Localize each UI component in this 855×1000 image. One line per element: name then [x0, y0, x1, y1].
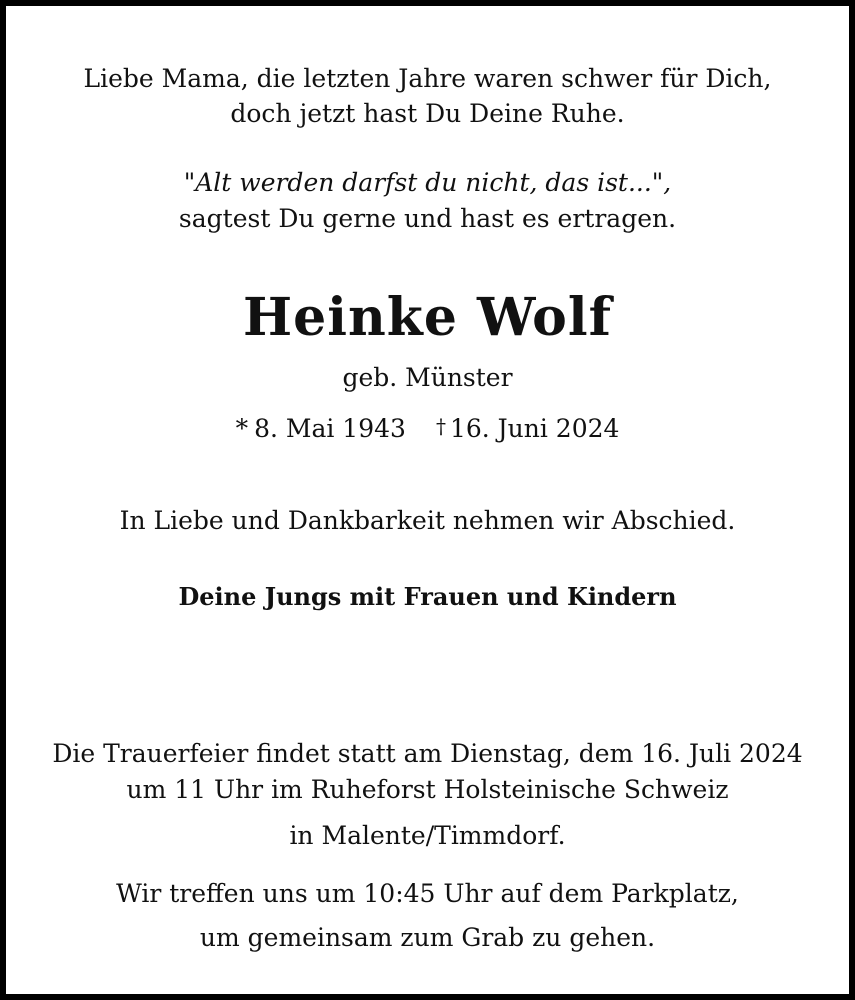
intro-line-2: doch jetzt hast Du Deine Ruhe.: [230, 99, 625, 128]
intro-line-1: Liebe Mama, die letzten Jahre waren schwer für Dich,: [83, 64, 772, 93]
death-date: 16. Juni 2024: [449, 414, 620, 443]
birth-date: 8. Mai 1943: [254, 414, 406, 443]
quote-line-2: sagtest Du gerne und hast es ertragen.: [178, 204, 677, 233]
meeting-line-1: Wir treffen uns um 10:45 Uhr auf dem Parkplatz,: [116, 879, 739, 908]
deceased-name: Heinke Wolf: [243, 287, 612, 348]
quote-line-1: "Alt werden darfst du nicht, das ist...",: [183, 168, 672, 197]
life-dates: [6, 410, 849, 445]
death-symbol: †: [435, 414, 446, 438]
signature: Deine Jungs mit Frauen und Kindern: [178, 582, 677, 611]
farewell-text: In Liebe und Dankbarkeit nehmen wir Abschied.: [119, 506, 736, 535]
ceremony-line-1: Die Trauerfeier findet statt am Dienstag, dem 16. Juli 2024: [52, 739, 803, 768]
ceremony-line-3: in Malente/Timmdorf.: [289, 821, 566, 850]
meeting-line-2: um gemeinsam zum Grab zu gehen.: [199, 923, 656, 952]
ceremony-line-2: um 11 Uhr im Ruheforst Holsteinische Schweiz: [126, 775, 729, 804]
birth-symbol: *: [235, 414, 249, 443]
maiden-name: geb. Münster: [342, 363, 513, 392]
